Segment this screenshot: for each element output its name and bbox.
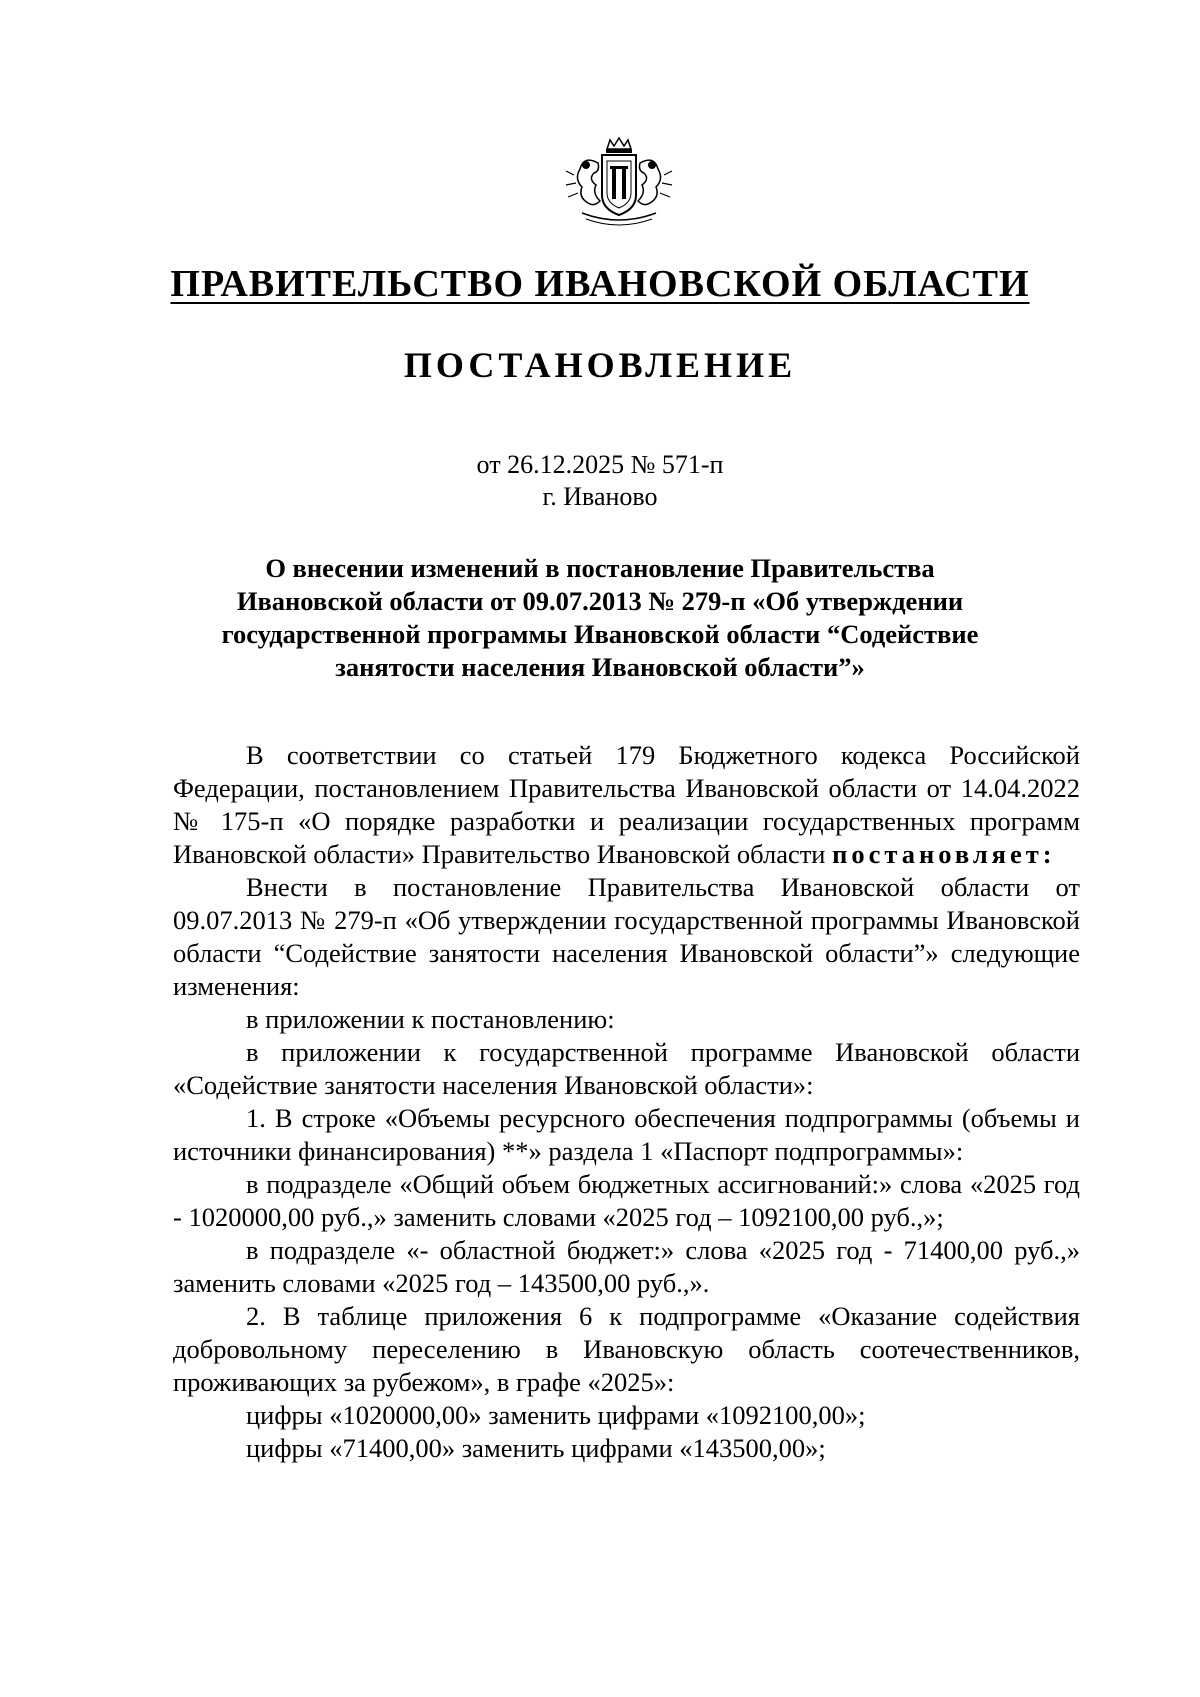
subject-line: занятости населения Ивановской области”» — [335, 652, 865, 682]
paragraph: цифры «71400,00» заменить цифрами «143500,00»; — [246, 1433, 826, 1463]
paragraph: Внести в постановление Правительства Ивановской области от 09.07.2013 № 279-п «Об утверждении государственной программы Ивановской области “Содействие занятости населения Ивановской области”» следующие изменения: — [173, 872, 1080, 1001]
city: г. Иваново — [542, 482, 658, 511]
paragraph-text: В соответствии со статьей 179 Бюджетного кодекса Российской Федерации, постановлением Правительства Ивановской области от 14.04.2022 № 175-п «О порядке разработки и реализации государственных программ Ивановской области» Правительство Ивановской области — [173, 740, 1080, 869]
decree-word: постановляет: — [832, 839, 1056, 869]
subject-line: Ивановской области от 09.07.2013 № 279-п «Об утверждении — [236, 586, 964, 616]
document-body — [173, 739, 1080, 1465]
document-subject — [140, 552, 1060, 684]
document-meta — [0, 449, 1200, 513]
paragraph: в приложении к государственной программе Ивановской области «Содействие занятости населения Ивановской области»: — [173, 1037, 1080, 1100]
paragraph: в подразделе «- областной бюджет:» слова «2025 год - 71400,00 руб.,» заменить словами «2025 год – 143500,00 руб.,». — [173, 1235, 1080, 1298]
paragraph: 1. В строке «Объемы ресурсного обеспечения подпрограммы (объемы и источники финансирования) **» раздела 1 «Паспорт подпрограммы»: — [173, 1103, 1080, 1166]
paragraph: в приложении к постановлению: — [246, 1004, 615, 1034]
date-number: от 26.12.2025 № 571-п — [476, 450, 724, 479]
paragraph: цифры «1020000,00» заменить цифрами «1092100,00»; — [246, 1400, 866, 1430]
paragraph: в подразделе «Общий объем бюджетных ассигнований:» слова «2025 год - 1020000,00 руб.,» заменить словами «2025 год – 1092100,00 руб.,»; — [173, 1169, 1080, 1232]
paragraph: 2. В таблице приложения 6 к подпрограмме «Оказание содействия добровольному переселению в Ивановскую область соотечественников, проживающих за рубежом», в графе «2025»: — [173, 1301, 1080, 1397]
coat-of-arms-icon — [560, 135, 678, 227]
subject-line: О внесении изменений в постановление Правительства — [265, 553, 935, 583]
subject-line: государственной программы Ивановской области “Содействие — [221, 619, 979, 649]
government-title-text: ПРАВИТЕЛЬСТВО ИВАНОВСКОЙ ОБЛАСТИ — [170, 263, 1030, 305]
government-title — [0, 262, 1200, 306]
paragraph — [173, 739, 1080, 871]
document-type: ПОСТАНОВЛЕНИЕ — [403, 345, 797, 385]
